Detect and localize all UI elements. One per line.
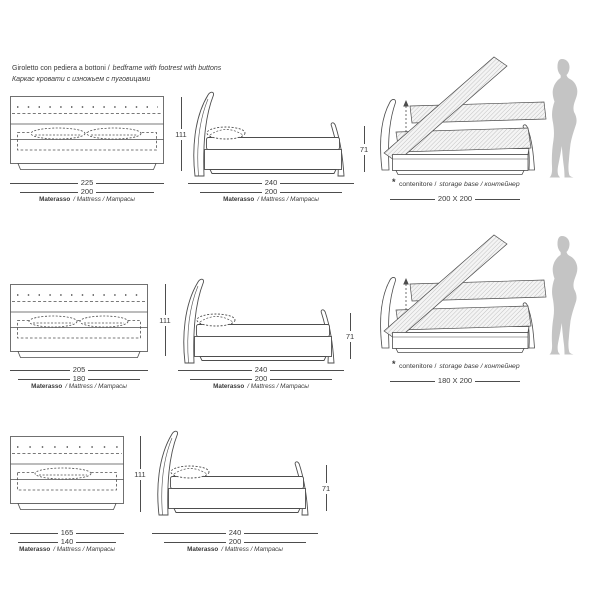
dim-line <box>244 533 318 534</box>
mattress-label <box>188 196 354 203</box>
dim-footboard-height <box>356 126 372 172</box>
dim-footboard-height <box>318 465 334 511</box>
storage-label-italian: contenitore / <box>399 181 437 188</box>
dim-line <box>280 192 342 193</box>
dim-line <box>18 542 58 543</box>
dim-value: 71 <box>359 144 369 154</box>
front-view-drawing <box>10 284 148 359</box>
dim-value: 200 <box>254 374 268 383</box>
front-view-drawing <box>10 436 124 511</box>
dim-front-mattress-width <box>18 375 140 383</box>
dim-line <box>181 140 182 172</box>
dim-line <box>165 284 166 315</box>
storage-label-english-russian: storage base / контейнер <box>439 181 520 188</box>
storage-label-english-russian: storage base / контейнер <box>439 363 520 370</box>
dim-front-frame-width <box>10 366 148 374</box>
dim-line <box>364 126 365 144</box>
dim-value: 225 <box>80 178 94 187</box>
side-view-drawing <box>178 275 344 365</box>
dim-side-mattress-length <box>200 188 342 196</box>
dim-value: 200 <box>264 187 278 196</box>
dim-line <box>10 533 58 534</box>
dim-side-frame-length <box>188 179 354 187</box>
title-line-1 <box>12 63 221 74</box>
dim-footboard-height <box>342 313 358 359</box>
mattress-label-italic: / Mattress / Матрасы <box>247 383 309 390</box>
dim-line <box>18 379 70 380</box>
dim-line <box>326 494 327 512</box>
dim-line <box>280 183 354 184</box>
dim-line <box>96 183 164 184</box>
dim-side-mattress-length <box>164 538 306 546</box>
dim-side-mattress-length <box>190 375 332 383</box>
dim-value: 140 <box>60 537 74 546</box>
dim-line <box>76 533 124 534</box>
dim-line <box>390 199 435 200</box>
mattress-label-italic: / Mattress / Матрасы <box>65 383 127 390</box>
storage-base-label <box>392 359 520 370</box>
mattress-label <box>10 196 164 203</box>
mattress-label-bold: Materasso <box>31 383 63 390</box>
dim-value: 240 <box>228 528 242 537</box>
mattress-label <box>178 383 344 390</box>
dim-line <box>88 379 140 380</box>
storage-view-drawing <box>376 234 548 358</box>
dim-line <box>475 199 520 200</box>
dim-line <box>10 183 78 184</box>
dim-storage-size <box>390 377 520 385</box>
storage-label-italian: contenitore / <box>399 363 437 370</box>
mattress-label-bold: Materasso <box>223 196 255 203</box>
front-view-drawing <box>10 96 164 171</box>
dim-storage-size <box>390 195 520 203</box>
dim-value: 111 <box>175 129 187 139</box>
asterisk-marker: * <box>392 359 396 369</box>
storage-base-label <box>392 177 520 188</box>
dim-value: 240 <box>264 178 278 187</box>
dim-line <box>244 542 306 543</box>
mattress-label-bold: Materasso <box>39 196 71 203</box>
dim-line <box>76 542 116 543</box>
dim-line <box>88 370 148 371</box>
dim-line <box>96 192 154 193</box>
dim-value: 180 <box>72 374 86 383</box>
mattress-label <box>10 383 148 390</box>
dim-line <box>188 183 262 184</box>
dim-line <box>165 326 166 357</box>
dim-headboard-height <box>156 284 174 356</box>
dim-value: 200 <box>228 537 242 546</box>
dim-line <box>152 533 226 534</box>
mattress-label-bold: Materasso <box>187 546 219 553</box>
mattress-label-bold: Materasso <box>213 383 245 390</box>
dim-side-frame-length <box>152 529 318 537</box>
dim-line <box>178 370 252 371</box>
dim-line <box>350 313 351 331</box>
dim-value: 240 <box>254 365 268 374</box>
dim-line <box>350 342 351 360</box>
dim-line <box>164 542 226 543</box>
dim-line <box>390 381 435 382</box>
dim-line <box>190 379 252 380</box>
dim-line <box>10 370 70 371</box>
dim-front-mattress-width <box>20 188 154 196</box>
dim-value: 205 <box>72 365 86 374</box>
dim-side-frame-length <box>178 366 344 374</box>
side-view-drawing <box>152 427 318 517</box>
dim-value: 71 <box>321 483 331 493</box>
dim-value: 200 <box>80 187 94 196</box>
dim-value: 180 X 200 <box>437 376 473 385</box>
dim-front-frame-width <box>10 529 124 537</box>
side-view-drawing <box>188 88 354 178</box>
dim-line <box>20 192 78 193</box>
storage-view-drawing <box>376 56 548 180</box>
mattress-label-italic: / Mattress / Матрасы <box>73 196 135 203</box>
dim-line <box>475 381 520 382</box>
dim-line <box>181 97 182 129</box>
title-english: bedframe with footrest with buttons <box>112 65 222 72</box>
page-title <box>12 63 221 85</box>
asterisk-marker: * <box>392 177 396 187</box>
dim-value: 165 <box>60 528 74 537</box>
mattress-label-bold: Materasso <box>19 546 51 553</box>
dim-line <box>140 436 141 469</box>
mattress-label <box>152 546 318 553</box>
dim-line <box>270 379 332 380</box>
dim-line <box>270 370 344 371</box>
dim-line <box>140 480 141 513</box>
mattress-label-italic: / Mattress / Матрасы <box>53 546 115 553</box>
dim-front-mattress-width <box>18 538 116 546</box>
dim-front-frame-width <box>10 179 164 187</box>
dim-value: 200 X 200 <box>437 194 473 203</box>
dim-line <box>364 155 365 173</box>
dim-headboard-height <box>131 436 149 512</box>
mattress-label <box>2 546 132 553</box>
dim-value: 71 <box>345 331 355 341</box>
title-italian: Giroletto con pediera a bottoni / <box>12 65 110 72</box>
mattress-label-italic: / Mattress / Матрасы <box>257 196 319 203</box>
dim-value: 111 <box>134 469 146 479</box>
title-russian: Каркас кровати с изножьем с пуговицами <box>12 76 151 83</box>
dim-value: 111 <box>159 315 171 325</box>
mattress-label-italic: / Mattress / Матрасы <box>221 546 283 553</box>
dim-line <box>326 465 327 483</box>
dim-line <box>200 192 262 193</box>
